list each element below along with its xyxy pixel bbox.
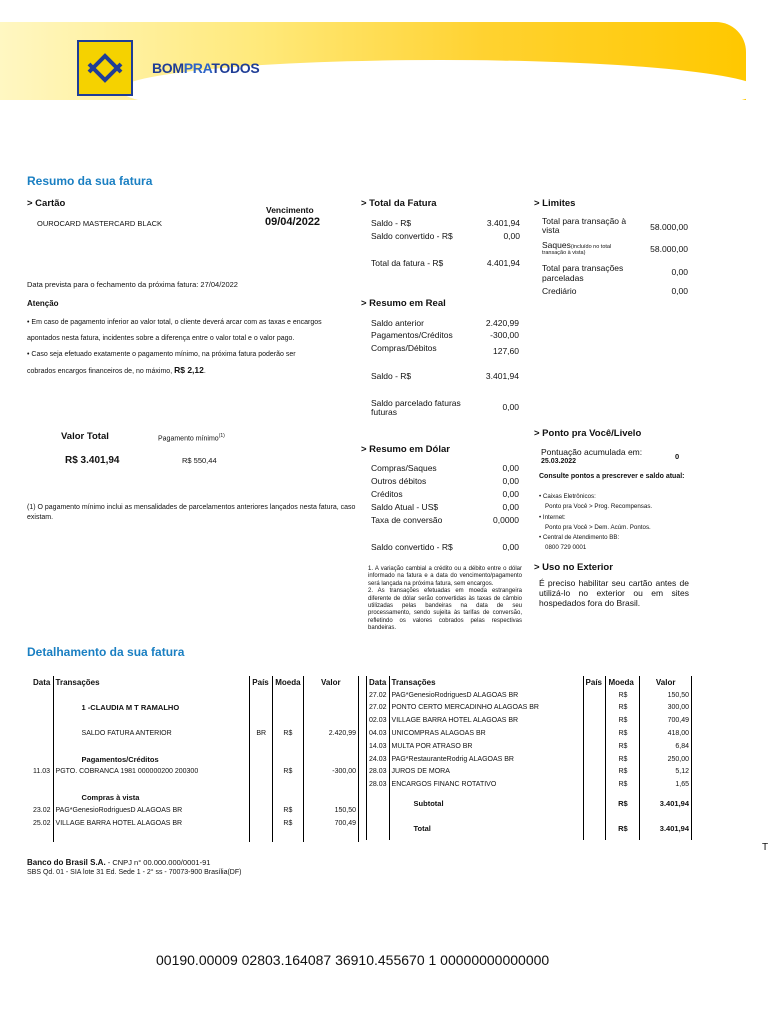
cell-transacao: PONTO CERTO MERCADINHO ALAGOAS BR: [389, 702, 583, 715]
col-data: Data: [367, 676, 390, 689]
cell-pais: [250, 778, 273, 791]
cell-pais: [583, 714, 606, 727]
col-moeda: Moeda: [273, 676, 303, 689]
cell-data: [31, 714, 53, 727]
cell-pais: [583, 740, 606, 753]
barcode-line: 00190.00009 02803.164087 36910.455670 1 00000000000000: [156, 952, 550, 968]
cell-pais: [250, 830, 273, 843]
pontos-heading: > Ponto pra Você/Livelo: [534, 428, 642, 439]
valor-total-value: R$ 3.401,94: [65, 455, 120, 466]
transactions-table-right: [366, 676, 692, 840]
cell-valor: 250,00: [640, 753, 692, 766]
table-row: [367, 727, 692, 740]
table-row: [31, 766, 359, 779]
cell-pais: [250, 740, 273, 753]
cell-data: [31, 791, 53, 804]
cell-data: 27.02: [367, 702, 390, 715]
cell-moeda: [273, 689, 303, 702]
cell-moeda: R$: [606, 740, 640, 753]
pontuacao-value: 0: [675, 452, 680, 461]
cell-pais: [583, 702, 606, 715]
cell-valor: -300,00: [303, 766, 358, 779]
cell-moeda: R$: [273, 766, 303, 779]
cell-data: [31, 740, 53, 753]
cell-moeda: [273, 791, 303, 804]
transactions-table-left: [31, 676, 359, 842]
atencao-title: Atenção: [27, 299, 59, 308]
cell-transacao: [53, 689, 250, 702]
cell-data: 27.02: [367, 689, 390, 702]
edge-mark: T: [762, 842, 768, 853]
cell-data: 28.03: [367, 778, 390, 791]
limites-heading: > Limites: [534, 198, 576, 209]
subtotal-label: Subtotal: [389, 791, 583, 816]
table-row: [367, 740, 692, 753]
cell-data: 04.03: [367, 727, 390, 740]
cell-transacao: VILLAGE BARRA HOTEL ALAGOAS BR: [389, 714, 583, 727]
detalhamento-title: Detalhamento da sua fatura: [27, 645, 185, 659]
vencimento-label: Vencimento: [266, 205, 314, 215]
cell-pais: [583, 778, 606, 791]
col-pais: País: [583, 676, 606, 689]
cell-data: 25.02: [31, 817, 53, 830]
atencao-text: • Em caso de pagamento inferior ao valor total, o cliente deverá arcar com as taxas e encargos apontados nesta fatura, incidentes sobre a diferença entre o valor total e o valor pago. • Caso seja efetuado exatamente o pagamento mínimo, na próxima fatura poderão ser cobrados encargos financeiros de, no máximo, R$ 2,12.: [27, 319, 322, 375]
cell-valor: [303, 740, 358, 753]
cell-data: [31, 830, 53, 843]
pontuacao-date: 25.03.2022: [541, 458, 577, 465]
table-row: [367, 766, 692, 779]
cell-valor: 300,00: [640, 702, 692, 715]
cell-moeda: [273, 753, 303, 766]
col-transacoes: Transações: [389, 676, 583, 689]
table-row: [31, 830, 359, 843]
cell-valor: 150,50: [640, 689, 692, 702]
cell-pais: [250, 791, 273, 804]
cell-valor: [303, 714, 358, 727]
minimo-footnote: (1) O pagamento mínimo inclui as mensalidades de parcelamentos anteriores lançados nesta fatura, caso existam.: [27, 504, 356, 521]
table-row: [367, 689, 692, 702]
cell-data: 28.03: [367, 766, 390, 779]
cell-moeda: R$: [273, 727, 303, 740]
cell-valor: [303, 689, 358, 702]
total-fatura-heading: > Total da Fatura: [361, 198, 437, 209]
cell-moeda: [273, 830, 303, 843]
cell-valor: 700,49: [303, 817, 358, 830]
total-label: Total: [389, 816, 583, 840]
cell-pais: [250, 817, 273, 830]
cell-valor: 1,65: [640, 778, 692, 791]
pagamento-minimo-value: R$ 550,44: [182, 456, 217, 465]
table-row: [31, 817, 359, 830]
cell-pais: [583, 689, 606, 702]
cell-moeda: R$: [606, 766, 640, 779]
table-row: [367, 753, 692, 766]
valor-total-label: Valor Total: [61, 431, 109, 442]
cell-transacao: PAG*RestauranteRodrig ALAGOAS BR: [389, 753, 583, 766]
cell-valor: [303, 791, 358, 804]
cell-data: 24.03: [367, 753, 390, 766]
col-data: Data: [31, 676, 53, 689]
bank-logo-icon: [77, 40, 133, 96]
cell-valor: 150,50: [303, 804, 358, 817]
cell-transacao: VILLAGE BARRA HOTEL ALAGOAS BR: [53, 817, 250, 830]
cell-transacao: PGTO. COBRANCA 1981 000000200 200300: [53, 766, 250, 779]
cell-transacao: MULTA POR ATRASO BR: [389, 740, 583, 753]
cell-pais: [250, 804, 273, 817]
cell-valor: 2.420,99: [303, 727, 358, 740]
cell-valor: 6,84: [640, 740, 692, 753]
col-pais: País: [250, 676, 273, 689]
cell-moeda: R$: [606, 778, 640, 791]
cell-transacao: [53, 740, 250, 753]
cell-moeda: R$: [606, 753, 640, 766]
col-valor: Valor: [303, 676, 358, 689]
cell-transacao: SALDO FATURA ANTERIOR: [53, 727, 250, 740]
cell-valor: [303, 753, 358, 766]
cell-moeda: [273, 702, 303, 715]
vencimento-date: 09/04/2022: [265, 216, 321, 228]
table-row: [31, 778, 359, 791]
exterior-text: É preciso habilitar seu cartão antes de utilizá-lo no exterior ou em sites hospedados fora do Brasil.: [539, 578, 689, 608]
cell-pais: [583, 753, 606, 766]
cell-moeda: R$: [606, 689, 640, 702]
cell-moeda: [273, 778, 303, 791]
footer-address: SBS Qd. 01 - SIA lote 31 Ed. Sede 1 - 2° ss - 70073-900 Brasília(DF): [27, 869, 242, 876]
cell-pais: [250, 753, 273, 766]
cell-pais: [250, 714, 273, 727]
cartao-heading: > Cartão: [27, 198, 66, 209]
cell-valor: [303, 778, 358, 791]
resumo-dolar-heading: > Resumo em Dólar: [361, 444, 450, 455]
cell-data: [31, 753, 53, 766]
table-row: [31, 702, 359, 715]
table-row: [31, 791, 359, 804]
consulte-text: Consulte pontos a prescrever e saldo atual:: [539, 473, 685, 480]
cell-transacao: PAG*GenesioRodriguesD ALAGOAS BR: [389, 689, 583, 702]
subtotal-row: [367, 791, 692, 816]
total-row: [367, 816, 692, 840]
cell-pais: [250, 766, 273, 779]
exterior-heading: > Uso no Exterior: [534, 562, 613, 573]
cell-valor: 700,49: [640, 714, 692, 727]
dolar-notes: 1. A variação cambial a crédito ou a débito entre o dólar informado na fatura e a data do vencimento/pagamento será lançada na próxima fatura, sem encargos. 2. As transações efetuadas em moeda estrangeira diferente de dólar serão convertidas às taxas de câmbio utilizadas pelas bandeiras na data de seu processamento, sendo sujeita às tarifas de conversão, refletindo os valores cobrados pelas respectivas bandeiras.: [368, 566, 522, 632]
cell-data: 02.03: [367, 714, 390, 727]
col-valor: Valor: [640, 676, 692, 689]
cell-pais: [583, 727, 606, 740]
footer-bank: Banco do Brasil S.A. - CNPJ n° 00.000.000/0001-91: [27, 858, 211, 867]
total-moeda: R$: [606, 816, 640, 840]
table-row: [367, 702, 692, 715]
col-moeda: Moeda: [606, 676, 640, 689]
cell-valor: 5,12: [640, 766, 692, 779]
pontos-list: • Caixas Eletrônicos: Ponto pra Você > Prog. Recompensas. • Internet: Ponto pra Você > Dem. Acúm. Pontos. • Central de Atendimento BB: 0800 729 0001: [539, 493, 653, 552]
pontuacao-label: Pontuação acumulada em:: [541, 447, 643, 457]
col-transacoes: Transações: [53, 676, 250, 689]
table-row: [367, 778, 692, 791]
cell-moeda: R$: [606, 714, 640, 727]
cell-pais: [250, 702, 273, 715]
cell-moeda: [273, 740, 303, 753]
cell-valor: [303, 702, 358, 715]
pagamento-minimo-label: Pagamento mínimo$^{(1)}$: [158, 433, 225, 443]
cell-pais: [583, 766, 606, 779]
cell-data: 14.03: [367, 740, 390, 753]
cell-transacao: [53, 830, 250, 843]
cell-transacao: [53, 714, 250, 727]
fechamento-note: Data prevista para o fechamento da próxima fatura: 27/04/2022: [27, 280, 238, 289]
table-row: [31, 727, 359, 740]
total-value: 3.401,94: [640, 816, 692, 840]
brand-slogan: BOMPRATODOS: [152, 60, 260, 76]
table-row: [367, 714, 692, 727]
cell-transacao: ENCARGOS FINANC ROTATIVO: [389, 778, 583, 791]
cell-data: [31, 702, 53, 715]
table-row: [31, 689, 359, 702]
cell-transacao: JUROS DE MORA: [389, 766, 583, 779]
resumo-real-heading: > Resumo em Real: [361, 298, 446, 309]
cell-pais: BR: [250, 727, 273, 740]
table-row: [31, 804, 359, 817]
cell-moeda: R$: [273, 804, 303, 817]
subtotal-value: 3.401,94: [640, 791, 692, 816]
cell-moeda: R$: [606, 702, 640, 715]
cell-transacao: PAG*GenesioRodriguesD ALAGOAS BR: [53, 804, 250, 817]
cell-data: 11.03: [31, 766, 53, 779]
card-name: OUROCARD MASTERCARD BLACK: [37, 219, 163, 228]
cell-moeda: R$: [273, 817, 303, 830]
cell-pais: [250, 689, 273, 702]
resumo-title: Resumo da sua fatura: [27, 174, 153, 188]
cell-data: 23.02: [31, 804, 53, 817]
cell-moeda: [273, 714, 303, 727]
cell-valor: [303, 830, 358, 843]
cell-moeda: R$: [606, 727, 640, 740]
cell-transacao: [53, 778, 250, 791]
table-row: [31, 753, 359, 766]
cell-data: [31, 727, 53, 740]
cell-transacao: UNICOMPRAS ALAGOAS BR: [389, 727, 583, 740]
cell-data: [31, 778, 53, 791]
cell-valor: 418,00: [640, 727, 692, 740]
cell-transacao: Pagamentos/Créditos: [53, 753, 250, 766]
table-row: [31, 714, 359, 727]
cell-transacao: 1 -CLAUDIA M T RAMALHO: [53, 702, 250, 715]
cell-data: [31, 689, 53, 702]
table-row: [31, 740, 359, 753]
subtotal-moeda: R$: [606, 791, 640, 816]
cell-transacao: Compras à vista: [53, 791, 250, 804]
